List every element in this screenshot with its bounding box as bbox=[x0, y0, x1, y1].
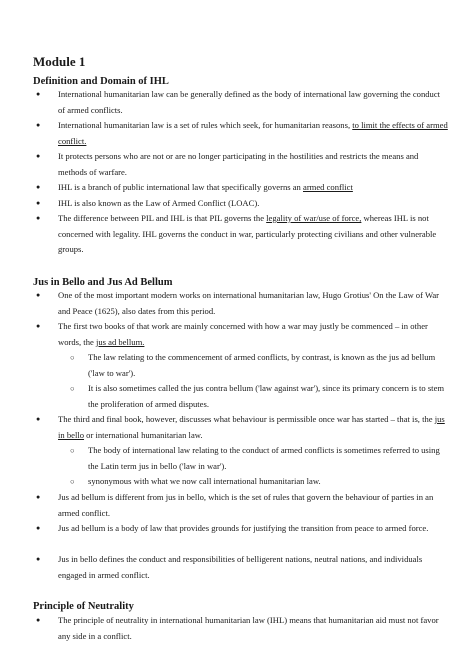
sub-list-item bbox=[88, 474, 448, 490]
list-item bbox=[58, 319, 448, 350]
list-item bbox=[58, 412, 448, 443]
list-item bbox=[58, 149, 448, 180]
list-item bbox=[58, 521, 448, 537]
module-title: Module 1 bbox=[33, 54, 86, 69]
underlined-text: jus in bello bbox=[58, 414, 445, 440]
list-item bbox=[58, 196, 448, 212]
text-run: Jus ad bellum is different from jus in bello, which is the set of rules that govern the behaviour of parties in an armed conflict. bbox=[58, 492, 434, 518]
list-item bbox=[58, 613, 448, 644]
text-run: IHL is also known as the Law of Armed Conflict (LOAC). bbox=[58, 198, 260, 208]
underlined-text: jus ad bellum. bbox=[95, 336, 145, 347]
text-run: The body of international law relating to the conduct of armed conflicts is sometimes referred to using the Latin term jus in bello ('law in war'). bbox=[88, 445, 440, 471]
text-run: It is also sometimes called the jus contra bellum ('law against war'), since its primary concern is to stem the proliferation of armed disputes. bbox=[88, 383, 445, 409]
text-run: International humanitarian law can be generally defined as the body of international law governing the conduct of armed conflicts. bbox=[58, 89, 441, 115]
list-item bbox=[58, 87, 448, 118]
underlined-text: armed conflict bbox=[303, 182, 353, 192]
list-item bbox=[58, 180, 448, 196]
text-run: The law relating to the commencement of armed conflicts, by contrast, is known as the jus ad bellum ('law to war'). bbox=[88, 352, 436, 378]
list-item bbox=[58, 552, 448, 583]
text-run: International humanitarian law is a set of rules which seek, for humanitarian reasons, bbox=[58, 120, 353, 130]
text-run: One of the most important modern works on international humanitarian law, Hugo Grotius' On the Law of War and Peace (1625), also dates from this period. bbox=[58, 290, 440, 316]
text-run: Jus in bello defines the conduct and responsibilities of belligerent nations, neutral nations, and individuals engaged in armed conflict. bbox=[58, 554, 423, 580]
text-run: synonymous with what we now call international humanitarian law. bbox=[88, 476, 321, 486]
list-item bbox=[58, 288, 448, 319]
sub-list-item bbox=[88, 443, 448, 474]
text-run: or international humanitarian law. bbox=[84, 429, 203, 440]
text-run: Jus ad bellum is a body of law that provides grounds for justifying the transition from peace to armed force. bbox=[58, 523, 429, 533]
list-item bbox=[58, 490, 448, 521]
list-item bbox=[58, 211, 448, 258]
text-run: The difference between PIL and IHL is that PIL governs the bbox=[58, 213, 267, 223]
text-run: The third and final book, however, discusses what behaviour is permissible once war has started – that is, the bbox=[58, 414, 435, 424]
sub-list-item bbox=[88, 381, 448, 412]
section-heading-neutrality: Principle of Neutrality bbox=[33, 601, 134, 612]
section-heading-jus-in-bello: Jus in Bello and Jus Ad Bellum bbox=[33, 277, 173, 288]
underlined-text: legality of war/use of force, bbox=[266, 213, 362, 223]
sub-list-item bbox=[88, 350, 448, 381]
list-item bbox=[58, 118, 448, 149]
text-run: The first two books of that work are mainly concerned with how a war may justly be commenced – in other words, the bbox=[58, 321, 428, 347]
text-run: whereas IHL is not concerned with legality. IHL governs the conduct in war, particularly protecting civilians and other vulnerable groups. bbox=[58, 213, 437, 254]
text-run: The principle of neutrality in international humanitarian law (IHL) means that humanitarian aid must not favor any side in a conflict. bbox=[58, 615, 439, 641]
text-run: IHL is a branch of public international law that specifically governs an bbox=[58, 182, 303, 192]
text-run: It protects persons who are not or are no longer participating in the hostilities and restricts the means and methods of warfare. bbox=[58, 151, 419, 177]
section-heading-ihl-definition: Definition and Domain of IHL bbox=[33, 76, 169, 87]
underlined-text: to limit the effects of armed conflict. bbox=[58, 120, 448, 146]
